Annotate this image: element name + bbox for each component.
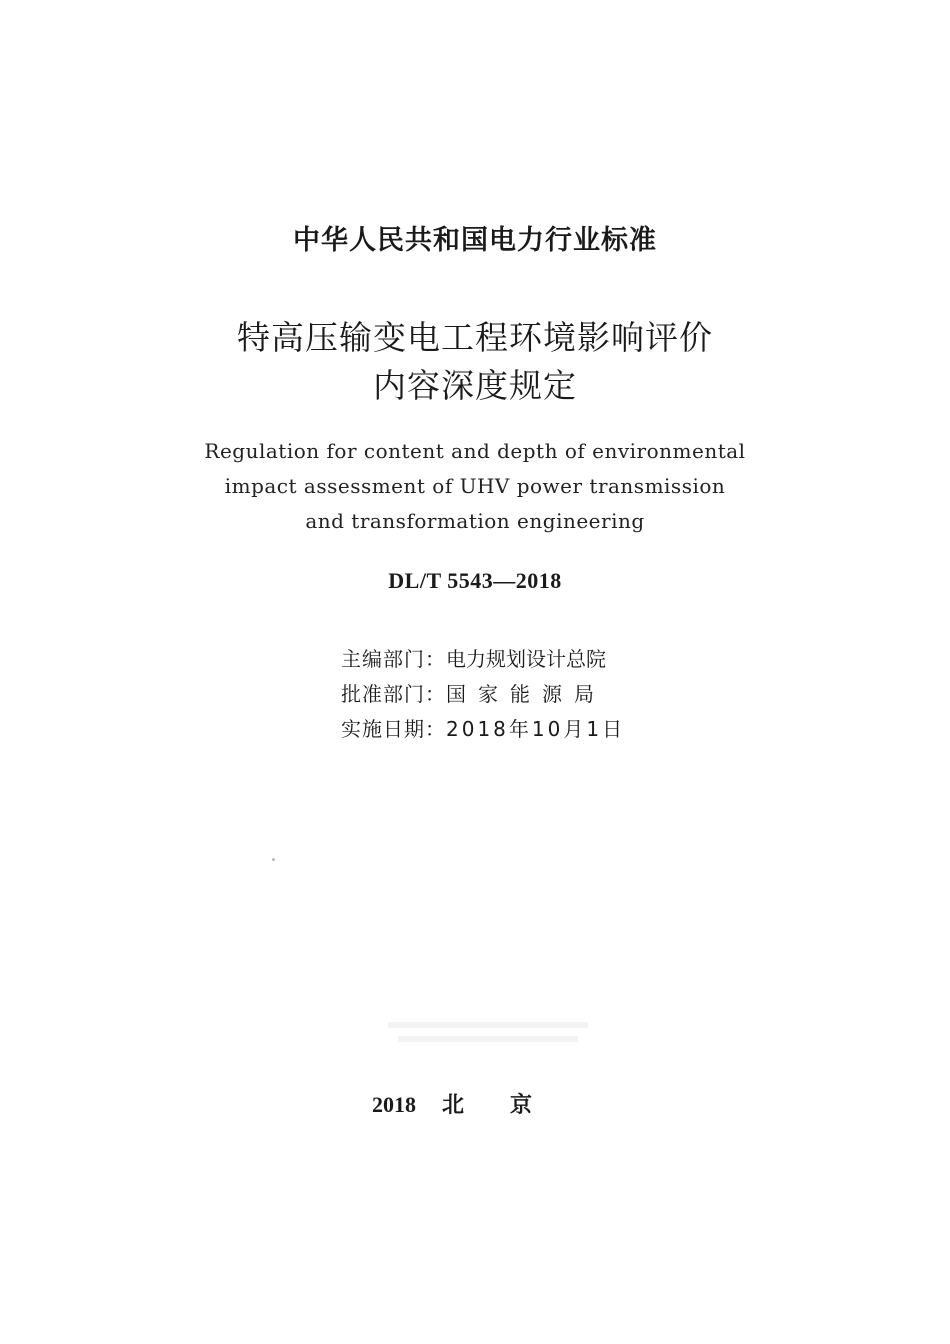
editor-row [341, 642, 625, 677]
publication-city: 北京 [441, 1093, 578, 1118]
english-title-line-2: impact assessment of UHV power transmission [224, 474, 726, 498]
standard-number: DL/T 5543—2018 [388, 568, 562, 593]
effective-date-label: 实施日期： [341, 717, 446, 741]
publication-place [0, 1088, 950, 1119]
english-title-line-1: Regulation for content and depth of environmental [204, 439, 746, 463]
issuer-heading: 中华人民共和国电力行业标准 [293, 225, 657, 256]
approver-value: 国家能源局 [446, 682, 606, 706]
editor-value: 电力规划设计总院 [446, 647, 606, 671]
publication-metadata [341, 642, 625, 747]
publication-year: 2018 [371, 1092, 416, 1117]
faint-watermark [388, 1018, 588, 1048]
editor-label: 主编部门： [341, 647, 446, 671]
approver-row [341, 677, 625, 712]
effective-date-value: 2018年10月1日 [446, 717, 626, 741]
chinese-title-line-1: 特高压输变电工程环境影响评价 [237, 318, 713, 357]
english-title [0, 434, 950, 539]
approver-label: 批准部门： [341, 682, 446, 706]
chinese-title [0, 314, 950, 410]
english-title-line-3: and transformation engineering [305, 509, 645, 533]
chinese-title-line-2: 内容深度规定 [373, 366, 577, 405]
effective-date-row [341, 712, 625, 747]
scan-speck [272, 858, 275, 861]
